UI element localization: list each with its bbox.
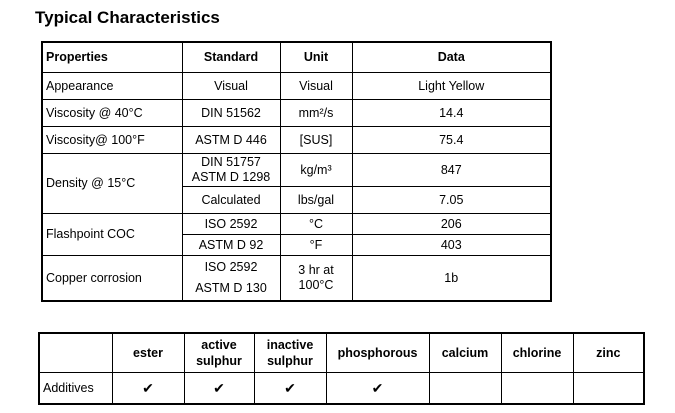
unit-cell <box>280 256 352 302</box>
table-header-row <box>39 333 644 373</box>
standard-cell <box>182 256 280 302</box>
property-cell: Flashpoint COC <box>42 214 182 256</box>
unit-cell: °F <box>280 235 352 256</box>
header-line: active <box>201 338 237 352</box>
header-ester: ester <box>112 333 184 373</box>
table-row <box>42 256 551 302</box>
table-row <box>42 214 551 235</box>
check-icon: ✔ <box>112 373 184 405</box>
empty-cell <box>573 373 644 405</box>
data-cell: 403 <box>352 235 551 256</box>
header-standard: Standard <box>182 42 280 73</box>
property-cell: Copper corrosion <box>42 256 182 302</box>
header-empty <box>39 333 112 373</box>
header-inactive-sulphur <box>254 333 326 373</box>
standard-cell: ASTM D 446 <box>182 127 280 154</box>
standard-line: DIN 51757 <box>201 155 261 169</box>
standard-cell: Visual <box>182 73 280 100</box>
empty-cell <box>429 373 501 405</box>
data-cell: 14.4 <box>352 100 551 127</box>
page-title: Typical Characteristics <box>35 8 220 27</box>
unit-line: 3 hr at <box>298 263 334 277</box>
table-row <box>39 373 644 405</box>
unit-cell: lbs/gal <box>280 187 352 214</box>
data-cell: 206 <box>352 214 551 235</box>
unit-cell: °C <box>280 214 352 235</box>
check-icon: ✔ <box>184 373 254 405</box>
property-cell: Density @ 15°C <box>42 154 182 214</box>
data-cell: 847 <box>352 154 551 187</box>
unit-cell: Visual <box>280 73 352 100</box>
header-unit: Unit <box>280 42 352 73</box>
unit-cell: [SUS] <box>280 127 352 154</box>
standard-cell: ISO 2592 <box>182 214 280 235</box>
property-cell: Viscosity@ 100°F <box>42 127 182 154</box>
header-active-sulphur <box>184 333 254 373</box>
additives-table <box>38 332 645 405</box>
additives-row-label: Additives <box>39 373 112 405</box>
unit-cell: mm²/s <box>280 100 352 127</box>
standard-cell: ASTM D 92 <box>182 235 280 256</box>
header-line: inactive <box>266 338 314 352</box>
header-phosphorous: phosphorous <box>326 333 429 373</box>
unit-cell: kg/m³ <box>280 154 352 187</box>
data-cell: Light Yellow <box>352 73 551 100</box>
header-line: sulphur <box>267 354 313 368</box>
data-cell: 7.05 <box>352 187 551 214</box>
standard-line: ISO 2592 <box>204 260 258 274</box>
standard-cell <box>182 154 280 187</box>
table-row <box>42 127 551 154</box>
standard-cell: DIN 51562 <box>182 100 280 127</box>
table-header-row <box>42 42 551 73</box>
standard-cell: Calculated <box>182 187 280 214</box>
table-row <box>42 100 551 127</box>
header-properties: Properties <box>42 42 182 73</box>
unit-line: 100°C <box>298 278 334 292</box>
header-zinc: zinc <box>573 333 644 373</box>
header-data: Data <box>352 42 551 73</box>
header-calcium: calcium <box>429 333 501 373</box>
header-chlorine: chlorine <box>501 333 573 373</box>
table-row <box>42 73 551 100</box>
check-icon: ✔ <box>326 373 429 405</box>
header-line: sulphur <box>196 354 242 368</box>
standard-line: ASTM D 130 <box>195 281 267 295</box>
data-cell: 1b <box>352 256 551 302</box>
standard-line: ASTM D 1298 <box>191 170 271 184</box>
table-row <box>42 154 551 187</box>
property-cell: Appearance <box>42 73 182 100</box>
empty-cell <box>501 373 573 405</box>
property-cell: Viscosity @ 40°C <box>42 100 182 127</box>
check-icon: ✔ <box>254 373 326 405</box>
data-cell: 75.4 <box>352 127 551 154</box>
characteristics-table <box>41 41 552 302</box>
